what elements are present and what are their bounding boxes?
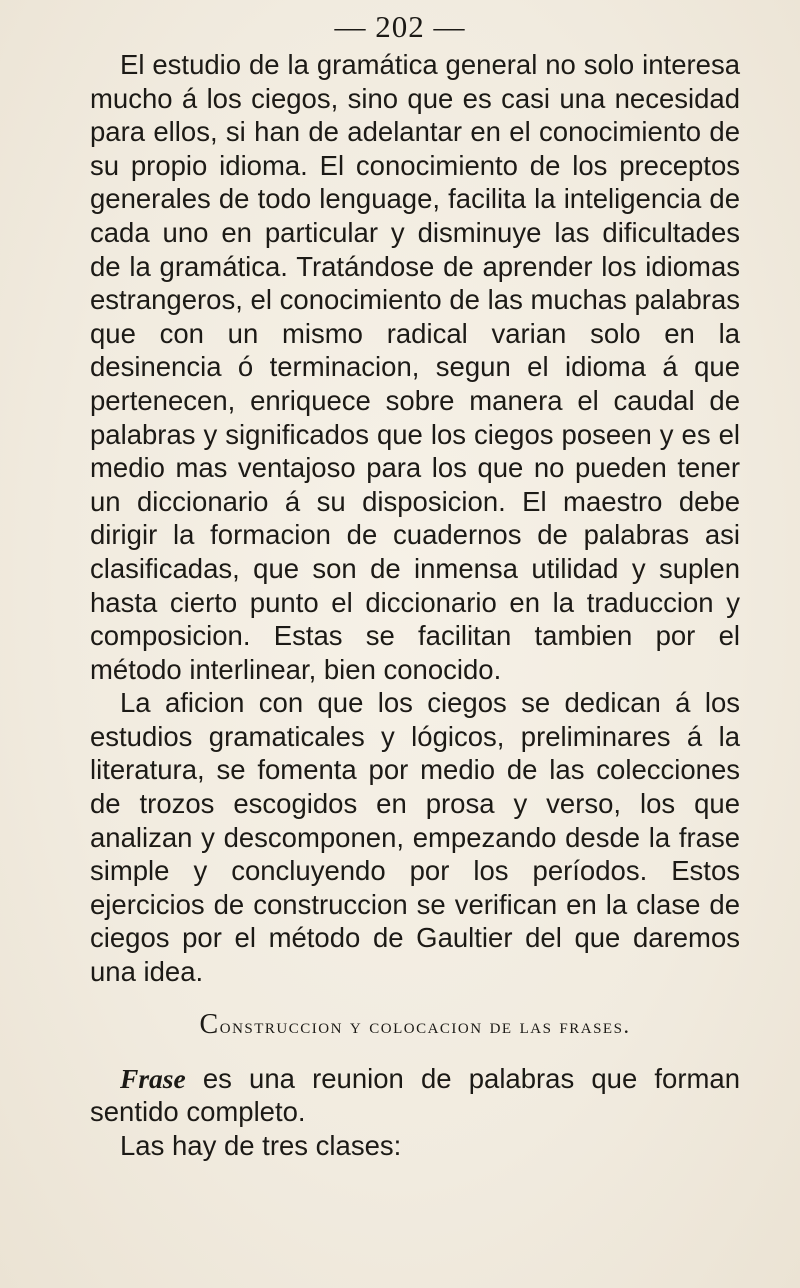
definition-text: es una reunion de palabras que forman sentido completo.	[90, 1062, 740, 1128]
paragraph-gramatica-general: El estudio de la gramática general no solo interesa mucho á los ciegos, sino que es casi una necesidad para ellos, si han de adelantar en el conocimiento de su propio idioma. El conocimiento de los preceptos generales de todo lenguage, facilita la inteligencia de cada uno en particular y disminuye las dificultades de la gramática. Tratándose de aprender los idiomas estrangeros, el conocimiento de las muchas palabras que con un mismo radical varian solo en la desinencia ó terminacion, segun el idioma á que pertenecen, enriquece sobre manera el caudal de palabras y significados que los ciegos poseen y es el medio mas ventajoso para los que no pueden tener un diccionario á su disposicion. El maestro debe dirigir la formacion de cuadernos de palabras asi clasificadas, que son de inmensa utilidad y suplen hasta cierto punto el diccionario en la traduccion y composicion. Estas se facilitan tambien por el método interlinear, bien conocido.	[90, 49, 740, 685]
section-heading-text: onstruccion y colocacion de las frases.	[219, 1012, 631, 1038]
page-number: — 202 —	[334, 9, 466, 44]
paragraph-clases: Las hay de tres clases:	[120, 1129, 402, 1161]
paragraph-definicion-frase	[90, 1062, 740, 1129]
page-body	[90, 48, 740, 1162]
section-heading-initial: C	[199, 1008, 220, 1040]
section-heading	[90, 1008, 740, 1040]
definition-term: Frase	[120, 1062, 186, 1094]
paragraph-aficion-estudios: La aficion con que los ciegos se dedican á los estudios gramaticales y lógicos, preliminares á la literatura, se fomenta por medio de las colecciones de trozos escogidos en prosa y verso, los que analizan y descomponen, empezando desde la frase simple y concluyendo por los períodos. Estos ejercicios de construccion se verifican en la clase de ciegos por el método de Gaultier del que daremos una idea.	[90, 687, 740, 988]
